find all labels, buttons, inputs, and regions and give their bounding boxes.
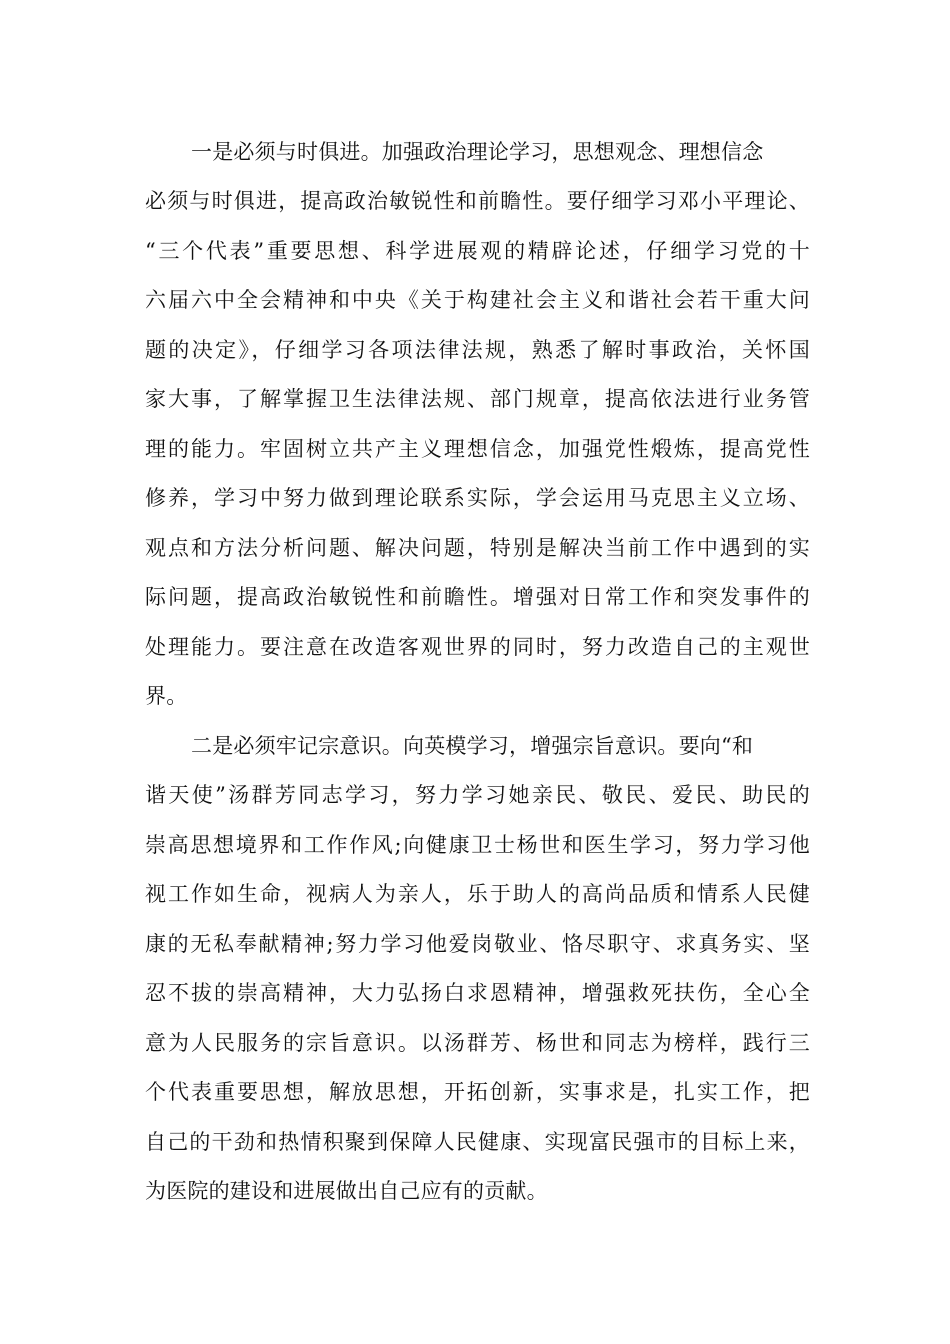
paragraph-line: 崇高思想境界和工作作风;向健康卫士杨世和医生学习，努力学习他 [145, 833, 810, 857]
paragraph-line: 谐天使”汤群芳同志学习，努力学习她亲民、敬民、爱民、助民的 [145, 783, 810, 807]
paragraph-line: 观点和方法分析问题、解决问题，特别是解决当前工作中遇到的实 [145, 536, 810, 560]
paragraph-line: 自己的干劲和热情积聚到保障人民健康、实现富民强市的目标上来， [145, 1130, 810, 1154]
paragraph-line: 修养，学习中努力做到理论联系实际，学会运用马克思主义立场、 [145, 486, 810, 510]
paragraph-line: 为医院的建设和进展做出自己应有的贡献。 [145, 1179, 548, 1203]
paragraph-line: 意为人民服务的宗旨意识。以汤群芳、杨世和同志为榜样，践行三 [145, 1031, 810, 1055]
paragraph-line: 二是必须牢记宗意识。向英模学习，增强宗旨意识。要向“和 [191, 734, 754, 758]
paragraph-line: 题的决定》，仔细学习各项法律法规，熟悉了解时事政治，关怀国 [145, 338, 810, 362]
paragraph-line: 理的能力。牢固树立共产主义理想信念，加强党性煅炼，提高党性 [145, 437, 810, 461]
paragraph-line: 六届六中全会精神和中央《关于构建社会主义和谐社会若干重大问 [145, 288, 810, 312]
paragraph-line: 家大事，了解掌握卫生法律法规、部门规章，提高依法进行业务管 [145, 387, 810, 411]
paragraph-line: 界。 [145, 684, 188, 708]
paragraph-line: 必须与时俱进，提高政治敏锐性和前瞻性。要仔细学习邓小平理论、 [145, 189, 810, 213]
paragraph-line: “三个代表”重要思想、科学进展观的精辟论述，仔细学习党的十 [145, 239, 810, 263]
paragraph-line: 一是必须与时俱进。加强政治理论学习，思想观念、理想信念 [191, 140, 764, 164]
paragraph-line: 忍不拔的崇高精神，大力弘扬白求恩精神，增强救死扶伤，全心全 [145, 981, 810, 1005]
paragraph-line: 处理能力。要注意在改造客观世界的同时，努力改造自己的主观世 [145, 635, 810, 659]
paragraph-line: 个代表重要思想，解放思想，开拓创新，实事求是，扎实工作，把 [145, 1080, 810, 1104]
paragraph-line: 际问题，提高政治敏锐性和前瞻性。增强对日常工作和突发事件的 [145, 585, 810, 609]
paragraph-line: 康的无私奉献精神;努力学习他爱岗敬业、恪尽职守、求真务实、坚 [145, 932, 810, 956]
paragraph-line: 视工作如生命，视病人为亲人，乐于助人的高尚品质和情系人民健 [145, 882, 810, 906]
